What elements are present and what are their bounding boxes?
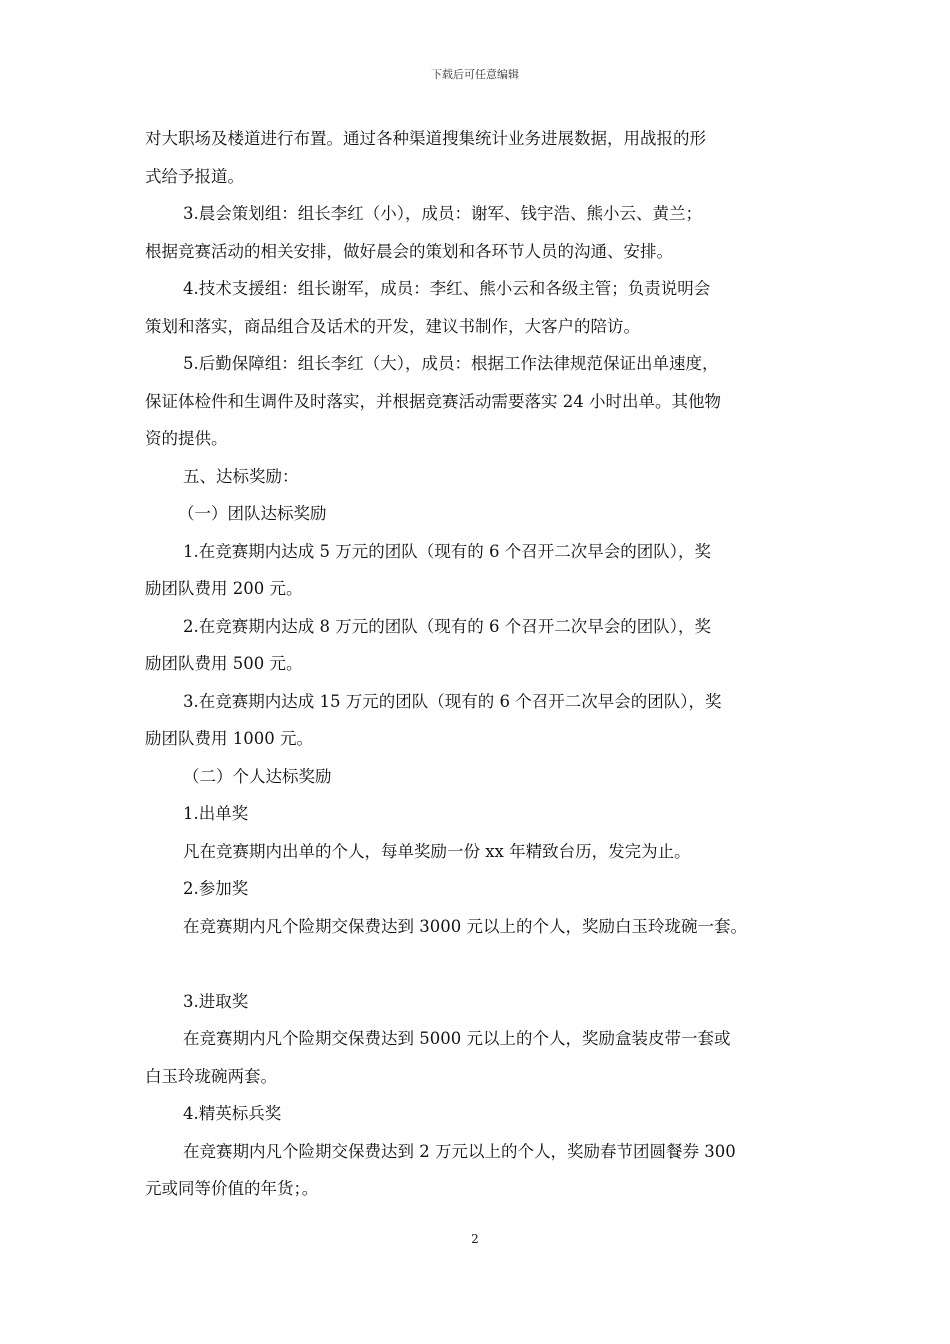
paragraph-line: 策划和落实，商品组合及话术的开发，建议书制作，大客户的陪访。 (145, 316, 640, 336)
document-body (145, 120, 810, 1208)
blank-line (145, 945, 810, 983)
section-heading: 五、达标奖励： (183, 466, 299, 486)
page-number: 2 (471, 1232, 479, 1246)
item-heading: 4.精英标兵奖 (183, 1104, 282, 1123)
paragraph-line: 2.在竞赛期内达成 8 万元的团队（现有的 6 个召开二次早会的团队），奖 (183, 616, 711, 636)
paragraph-line: 式给予报道。 (145, 166, 244, 186)
paragraph-line: 1.在竞赛期内达成 5 万元的团队（现有的 6 个召开二次早会的团队），奖 (183, 541, 711, 561)
page-header: 下载后可任意编辑 (431, 68, 519, 81)
item-heading: 3.进取奖 (183, 991, 249, 1011)
subsection-heading: （二）个人达标奖励 (183, 766, 332, 786)
paragraph-line: 在竞赛期内凡个险期交保费达到 3000 元以上的个人，奖励白玉玲珑碗一套。 (183, 916, 747, 936)
paragraph-line: 4.技术支援组：组长谢军，成员：李红、熊小云和各级主管；负责说明会 (183, 279, 711, 298)
paragraph-line: 在竞赛期内凡个险期交保费达到 2 万元以上的个人，奖励春节团圆餐券 300 (183, 1141, 736, 1161)
paragraph-line: 在竞赛期内凡个险期交保费达到 5000 元以上的个人，奖励盒装皮带一套或 (183, 1029, 731, 1048)
item-heading: 1.出单奖 (183, 804, 249, 823)
paragraph-line: 对大职场及楼道进行布置。通过各种渠道搜集统计业务进展数据，用战报的形 (145, 129, 706, 148)
item-heading: 2.参加奖 (183, 879, 249, 898)
paragraph-line: 5.后勤保障组：组长李红（大），成员：根据工作法律规范保证出单速度， (183, 354, 719, 373)
paragraph-line: 白玉玲珑碗两套。 (145, 1066, 277, 1086)
paragraph-line: 3.晨会策划组：组长李红（小），成员：谢军、钱宇浩、熊小云、黄兰； (183, 204, 702, 223)
paragraph-line: 保证体检件和生调件及时落实，并根据竞赛活动需要落实 24 小时出单。其他物 (145, 391, 721, 411)
paragraph-line: 励团队费用 1000 元。 (145, 729, 313, 748)
paragraph-line: 励团队费用 200 元。 (145, 579, 303, 598)
subsection-heading: （一）团队达标奖励 (178, 504, 327, 523)
paragraph-line: 励团队费用 500 元。 (145, 654, 303, 673)
paragraph-line: 根据竞赛活动的相关安排，做好晨会的策划和各环节人员的沟通、安排。 (145, 241, 673, 261)
paragraph-line: 资的提供。 (145, 429, 228, 448)
paragraph-line: 元或同等价值的年货；。 (145, 1179, 319, 1198)
paragraph-line: 3.在竞赛期内达成 15 万元的团队（现有的 6 个召开二次早会的团队），奖 (183, 691, 722, 711)
paragraph-line: 凡在竞赛期内出单的个人，每单奖励一份 xx 年精致台历，发完为止。 (183, 841, 691, 861)
